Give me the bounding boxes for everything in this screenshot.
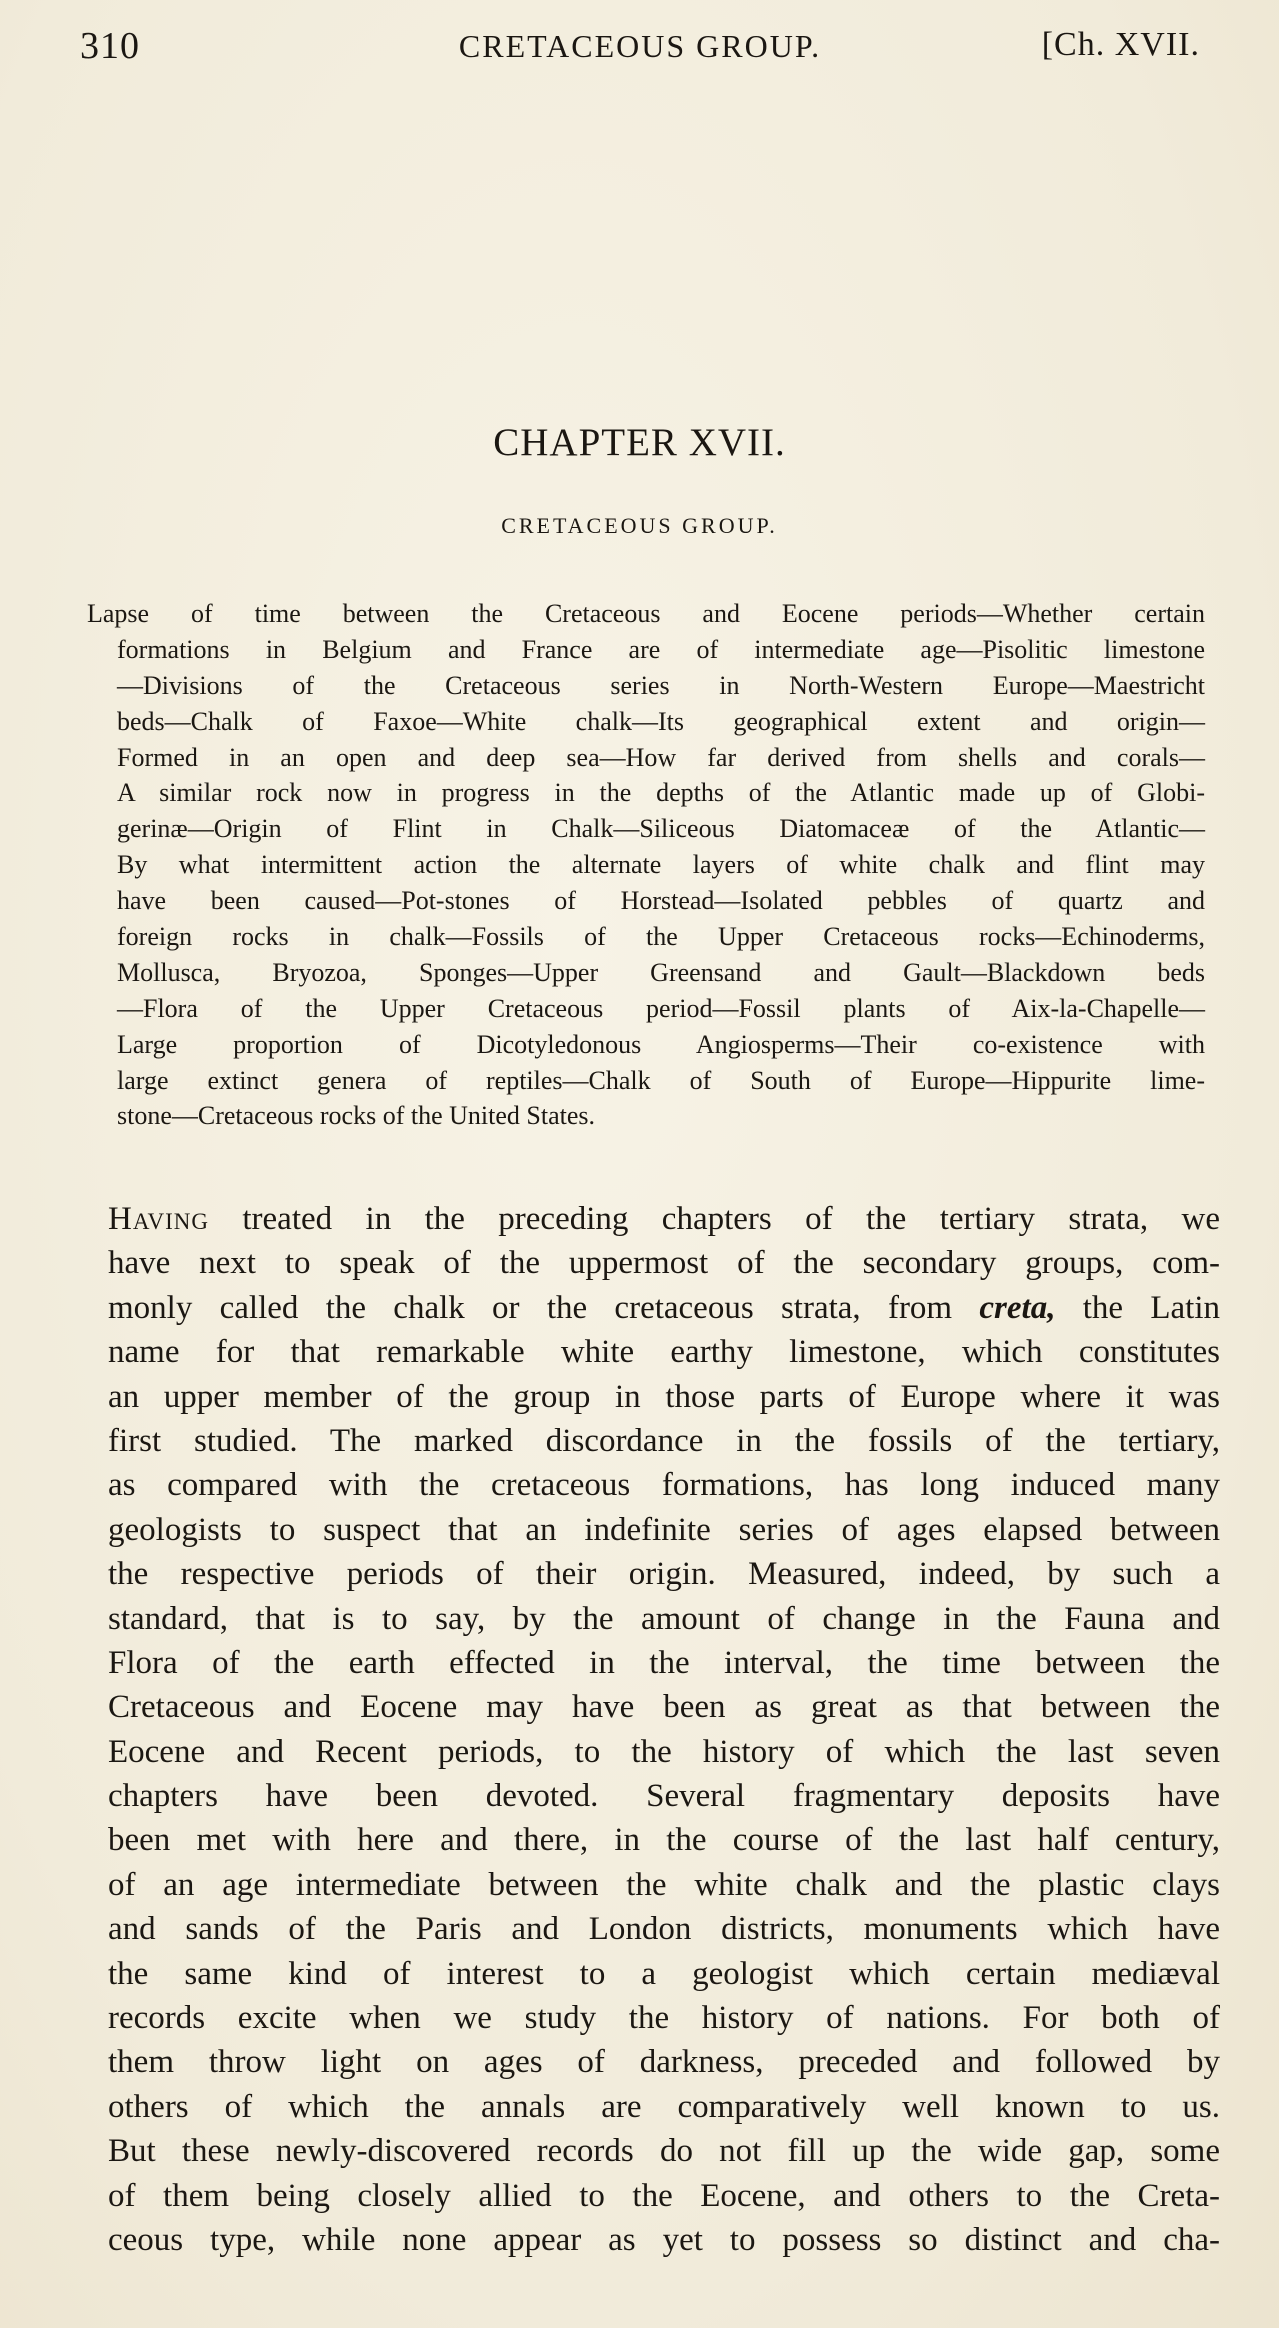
body-line xyxy=(108,1197,1220,1241)
body-line: chapters have been devoted. Several fragmentary deposits have xyxy=(108,1778,1220,1815)
body-line: have next to speak of the uppermost of the secondary groups, com- xyxy=(108,1245,1220,1282)
latin-term: creta, xyxy=(979,1289,1056,1326)
synopsis-line: Formed in an open and deep sea—How far derived from shells and corals— xyxy=(117,742,1205,772)
body-line: an upper member of the group in those parts of Europe where it was xyxy=(108,1378,1220,1415)
body-line: Cretaceous and Eocene may have been as great as that between the xyxy=(108,1689,1220,1726)
synopsis-line: —Flora of the Upper Cretaceous period—Fossil plants of Aix-la-Chapelle— xyxy=(117,993,1205,1023)
synopsis-line: Large proportion of Dicotyledonous Angiosperms—Their co-existence with xyxy=(117,1029,1205,1059)
synopsis-line: —Divisions of the Cretaceous series in North-Western Europe—Maestricht xyxy=(117,670,1205,700)
body-line: But these newly-discovered records do not fill up the wide gap, some xyxy=(108,2133,1220,2170)
opening-smallcaps: Having xyxy=(108,1201,209,1237)
body-line: and sands of the Paris and London districts, monuments which have xyxy=(108,1911,1220,1948)
body-line: others of which the annals are comparatively well known to us. xyxy=(108,2088,1220,2125)
chapter-subheading: CRETACEOUS GROUP. xyxy=(501,513,778,538)
synopsis-line: A similar rock now in progress in the depths of the Atlantic made up of Globi- xyxy=(117,778,1205,808)
body-line: geologists to suspect that an indefinite series of ages elapsed between xyxy=(108,1511,1220,1548)
synopsis-line: large extinct genera of reptiles—Chalk of South of Europe—Hippurite lime- xyxy=(117,1065,1205,1095)
chapter-heading: CHAPTER XVII. xyxy=(493,421,786,464)
body-line: the same kind of interest to a geologist which certain mediæval xyxy=(108,1955,1220,1992)
body-line-text: monly called the chalk or the cretaceous strata, from xyxy=(108,1289,980,1326)
body-line: standard, that is to say, by the amount of change in the Fauna and xyxy=(108,1600,1220,1637)
synopsis-line: gerinæ—Origin of Flint in Chalk—Siliceous Diatomaceæ of the Atlantic— xyxy=(117,814,1205,844)
body-line: the respective periods of their origin. Measured, indeed, by such a xyxy=(108,1556,1220,1593)
body-line: first studied. The marked discordance in the fossils of the tertiary, xyxy=(108,1422,1220,1459)
synopsis-line: Mollusca, Bryozoa, Sponges—Upper Greensand and Gault—Blackdown beds xyxy=(117,957,1205,987)
body-line: as compared with the cretaceous formations, has long induced many xyxy=(108,1467,1220,1504)
body-line: records excite when we study the history of nations. For both of xyxy=(108,2000,1220,2037)
body-line: Eocene and Recent periods, to the history of which the last seven xyxy=(108,1733,1220,1770)
body-line-text: treated in the preceding chapters of the tertiary strata, we xyxy=(208,1201,1220,1237)
running-chapter: [Ch. XVII. xyxy=(1041,26,1200,63)
body-line: them throw light on ages of darkness, preceded and followed by xyxy=(108,2044,1220,2081)
synopsis-line: foreign rocks in chalk—Fossils of the Upper Cretaceous rocks—Echinoderms, xyxy=(117,922,1205,952)
body-line: of them being closely allied to the Eocene, and others to the Creta- xyxy=(108,2177,1220,2214)
running-header xyxy=(80,24,1200,84)
chapter-synopsis xyxy=(87,596,1205,1134)
synopsis-line: stone—Cretaceous rocks of the United States. xyxy=(117,1101,595,1131)
body-line: been met with here and there, in the course of the last half century, xyxy=(108,1822,1220,1859)
running-title: CRETACEOUS GROUP. xyxy=(458,28,822,64)
body-line-text: the Latin xyxy=(1055,1289,1220,1326)
synopsis-line: By what intermittent action the alternate layers of white chalk and flint may xyxy=(117,850,1205,880)
body-line: name for that remarkable white earthy limestone, which constitutes xyxy=(108,1334,1220,1371)
body-line xyxy=(108,1286,1220,1330)
synopsis-line: beds—Chalk of Faxoe—White chalk—Its geographical extent and origin— xyxy=(117,706,1205,736)
page-number: 310 xyxy=(80,25,140,67)
body-line: of an age intermediate between the white chalk and the plastic clays xyxy=(108,1866,1220,1903)
body-line: ceous type, while none appear as yet to possess so distinct and cha- xyxy=(108,2221,1220,2258)
body-paragraph xyxy=(108,1197,1220,2262)
body-line: Flora of the earth effected in the interval, the time between the xyxy=(108,1644,1220,1681)
synopsis-line: have been caused—Pot-stones of Horstead—Isolated pebbles of quartz and xyxy=(117,886,1205,916)
synopsis-line: formations in Belgium and France are of intermediate age—Pisolitic limestone xyxy=(117,634,1205,664)
synopsis-line: Lapse of time between the Cretaceous and Eocene periods—Whether certain xyxy=(87,599,1205,628)
